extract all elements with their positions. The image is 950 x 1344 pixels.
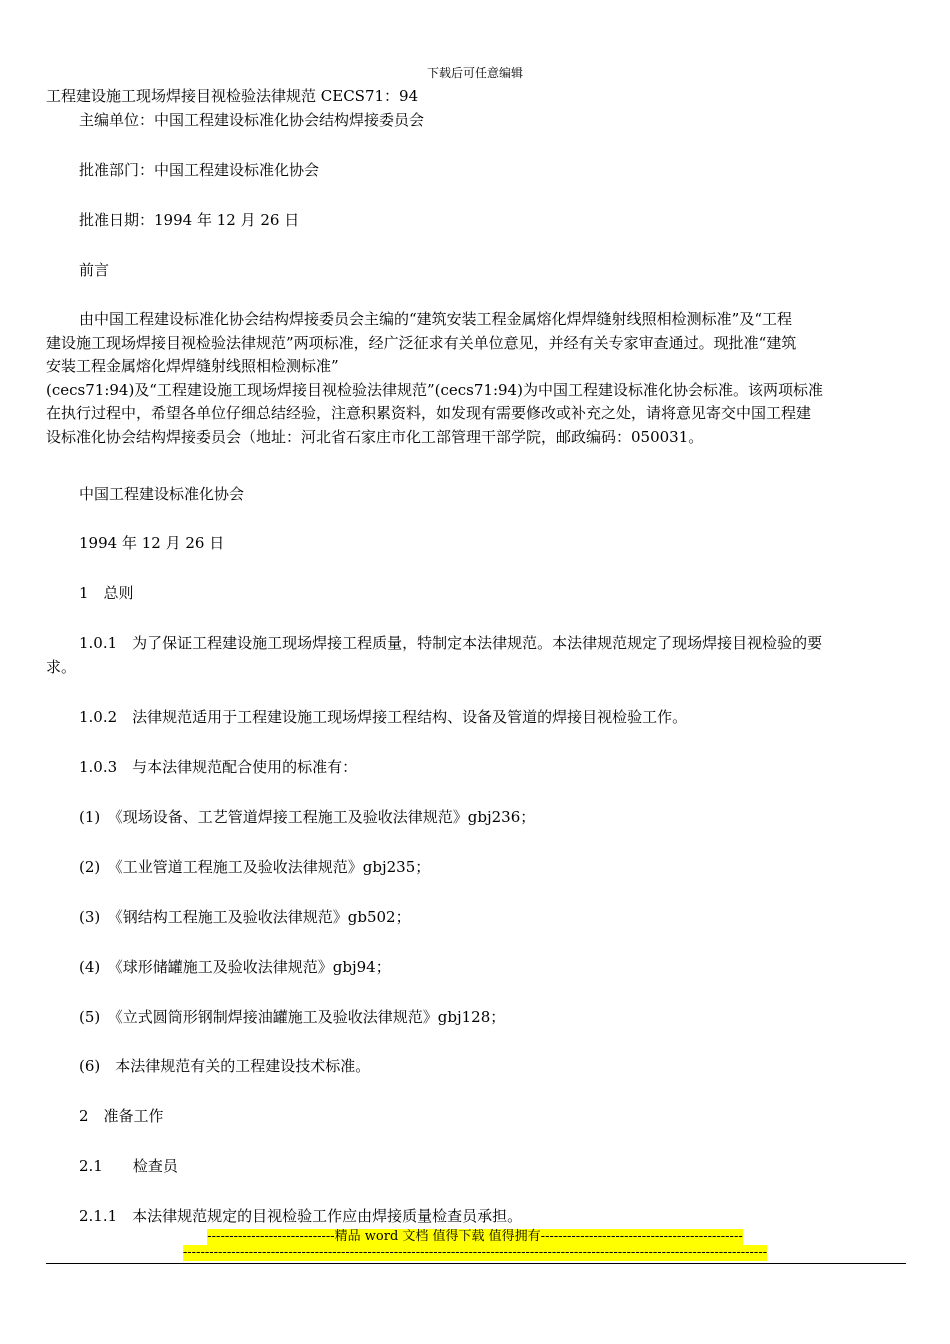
subsection-2-1: 2.1 检查员 [79, 1157, 178, 1175]
clause-2-1-1: 2.1.1 本法律规范规定的目视检验工作应由焊接质量检查员承担。 [79, 1207, 523, 1225]
preface-line: 由中国工程建设标准化协会结构焊接委员会主编的“建筑安装工程金属熔化焊焊缝射线照相检测标准”及“工程 [79, 310, 793, 328]
standard-item: (1) 《现场设备、工艺管道焊接工程施工及验收法律规范》gbj236； [79, 808, 536, 826]
editor-unit: 主编单位：中国工程建设标准化协会结构焊接委员会 [79, 111, 425, 129]
standard-item: (4) 《球形储罐施工及验收法律规范》gbj94； [79, 958, 391, 976]
standard-item: (6) 本法律规范有关的工程建设技术标准。 [79, 1057, 371, 1075]
signature-date: 1994 年 12 月 26 日 [79, 534, 225, 552]
footer-divider [46, 1263, 906, 1264]
document-title: 工程建设施工现场焊接目视检验法律规范 CECS71：94 [46, 87, 419, 105]
section-2-heading: 2 准备工作 [79, 1107, 164, 1125]
preface-line: (cecs71:94)及“工程建设施工现场焊接目视检验法律规范”(cecs71:94)为中国工程建设标准化协会标准。该两项标准 [46, 380, 823, 399]
preface-heading: 前言 [79, 261, 110, 279]
clause-1-0-2: 1.0.2 法律规范适用于工程建设施工现场焊接工程结构、设备及管道的焊接目视检验工作。 [79, 708, 688, 726]
footer-banner [0, 1229, 950, 1245]
approval-date: 批准日期：1994 年 12 月 26 日 [79, 211, 300, 229]
preface-line: 安装工程金属熔化焊焊缝射线照相检测标准” [46, 357, 339, 375]
clause-1-0-3: 1.0.3 与本法律规范配合使用的标准有： [79, 758, 358, 776]
footer-dash-line: ------------------------------------------------------------------------------------------------------------------------------------- [182, 1245, 768, 1260]
footer-banner-line: -----------------------------精品 word 文档 值得下载 值得拥有---------------------------------------------- [207, 1229, 743, 1244]
preface-line: 在执行过程中，希望各单位仔细总结经验，注意积累资料，如发现有需要修改或补充之处，请将意见寄交中国工程建 [46, 404, 812, 422]
preface-line: 建设施工现场焊接目视检验法律规范”两项标准，经广泛征求有关单位意见，并经有关专家审查通过。现批准“建筑 [46, 333, 797, 352]
clause-1-0-1-continued: 求。 [46, 658, 77, 676]
approving-department: 批准部门：中国工程建设标准化协会 [79, 161, 320, 179]
clause-1-0-1: 1.0.1 为了保证工程建设施工现场焊接工程质量，特制定本法律规范。本法律规范规定了现场焊接目视检验的要 [79, 634, 823, 652]
page-header: 下载后可任意编辑 [426, 66, 523, 80]
standard-item: (5) 《立式圆筒形钢制焊接油罐施工及验收法律规范》gbj128； [79, 1008, 506, 1026]
preface-paragraph [46, 308, 906, 449]
signature-organization: 中国工程建设标准化协会 [79, 485, 245, 503]
standard-item: (3) 《钢结构工程施工及验收法律规范》gb502； [79, 908, 411, 926]
preface-line: 设标准化协会结构焊接委员会（地址：河北省石家庄市化工部管理干部学院，邮政编码：050031。 [46, 427, 704, 446]
standard-item: (2) 《工业管道工程施工及验收法律规范》gbj235； [79, 858, 431, 876]
section-1-heading: 1 总则 [79, 584, 134, 602]
footer-banner-dashes [0, 1245, 950, 1261]
